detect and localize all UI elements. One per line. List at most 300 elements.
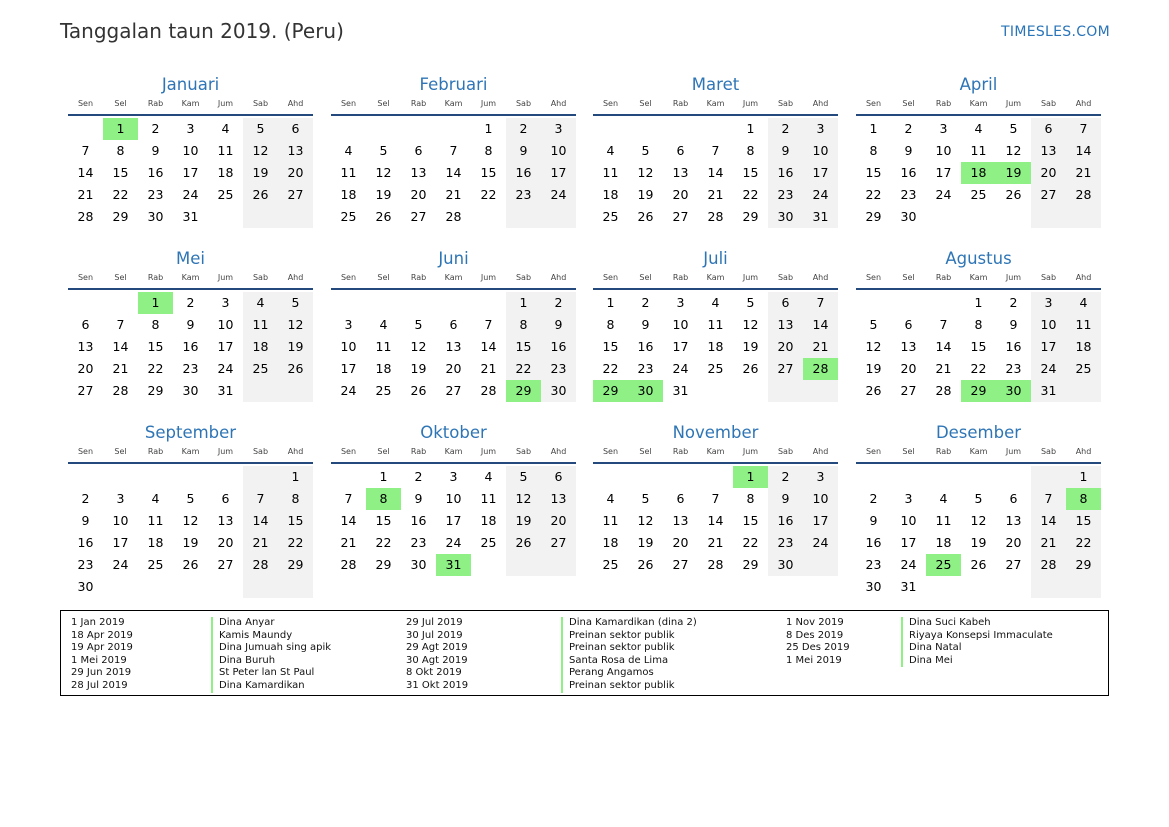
day-cell: 12	[637, 165, 654, 180]
weekday-header: Sab	[515, 273, 532, 282]
day-cell: 29	[865, 209, 882, 224]
day-cell: 9	[519, 143, 528, 158]
day-cell: 31	[1040, 383, 1057, 398]
day-cell: 12	[182, 513, 199, 528]
day-cell: 30	[410, 557, 427, 572]
weekday-header: Kam	[444, 447, 463, 456]
legend-date: 28 Jul 2019	[71, 679, 128, 691]
day-cell: 20	[1005, 535, 1022, 550]
day-cell: 28	[77, 209, 94, 224]
weekday-header: Sel	[639, 447, 652, 456]
day-cell: 1	[519, 295, 528, 310]
day-cell: 11	[480, 491, 497, 506]
day-cell: 11	[935, 513, 952, 528]
day-cell: 14	[707, 513, 724, 528]
day-cell: 16	[777, 165, 794, 180]
day-cell: 24	[445, 535, 462, 550]
day-cell: 17	[182, 165, 199, 180]
day-cell: 20	[445, 361, 462, 376]
day-cell: 3	[186, 121, 195, 136]
brand-link[interactable]: TIMESLES.COM	[1001, 24, 1110, 40]
holiday-day-cell: 18	[961, 162, 996, 184]
day-cell: 1	[1079, 469, 1088, 484]
month-name: Juli	[703, 249, 728, 268]
weekday-header: Sab	[777, 273, 794, 282]
legend-holiday-name: St Peter lan St Paul	[219, 667, 315, 679]
weekday-header: Jum	[480, 99, 497, 108]
day-cell: 13	[1005, 513, 1022, 528]
day-cell: 9	[781, 491, 790, 506]
day-cell: 2	[519, 121, 528, 136]
day-cell: 22	[375, 535, 392, 550]
legend-date: 31 Okt 2019	[406, 679, 469, 691]
weekday-header: Rab	[672, 273, 689, 282]
day-cell: 11	[252, 317, 269, 332]
day-cell: 12	[742, 317, 759, 332]
day-cell: 22	[865, 187, 882, 202]
day-cell: 25	[602, 557, 619, 572]
day-cell: 9	[904, 143, 913, 158]
day-cell: 23	[865, 557, 882, 572]
weekday-header: Ahd	[1075, 99, 1092, 108]
day-cell: 8	[869, 143, 878, 158]
legend-date: 29 Jun 2019	[71, 667, 132, 679]
day-cell: 3	[221, 295, 230, 310]
day-cell: 14	[1075, 143, 1092, 158]
day-cell: 26	[375, 209, 392, 224]
legend-holiday-name: Kamis Maundy	[219, 629, 293, 641]
day-cell: 29	[287, 557, 304, 572]
month-name: Mei	[176, 249, 205, 268]
legend-holiday-name: Preinan sektor publik	[569, 642, 675, 654]
day-cell: 30	[550, 383, 567, 398]
day-cell: 19	[252, 165, 269, 180]
day-cell: 17	[935, 165, 952, 180]
day-cell: 9	[781, 143, 790, 158]
day-cell: 16	[865, 535, 882, 550]
day-cell: 23	[147, 187, 164, 202]
day-cell: 4	[484, 469, 493, 484]
day-cell: 15	[515, 339, 532, 354]
weekday-header: Sel	[377, 273, 390, 282]
day-cell: 4	[974, 121, 983, 136]
day-cell: 29	[112, 209, 129, 224]
weekday-header: Kam	[706, 273, 725, 282]
day-cell: 3	[554, 121, 563, 136]
day-cell: 24	[182, 187, 199, 202]
day-cell: 18	[147, 535, 164, 550]
holiday-day-cell: 1	[103, 118, 138, 140]
day-cell: 21	[1075, 165, 1092, 180]
weekday-header: Rab	[410, 273, 427, 282]
day-cell: 9	[1009, 317, 1018, 332]
day-cell: 29	[375, 557, 392, 572]
day-cell: 9	[414, 491, 423, 506]
day-cell: 18	[707, 339, 724, 354]
weekday-header: Sab	[777, 447, 794, 456]
day-cell: 7	[344, 491, 353, 506]
day-cell: 3	[344, 317, 353, 332]
day-cell: 24	[112, 557, 129, 572]
day-cell: 14	[252, 513, 269, 528]
weekday-header: Sab	[1040, 273, 1057, 282]
day-cell: 17	[340, 361, 357, 376]
day-cell: 7	[939, 317, 948, 332]
day-cell: 5	[1009, 121, 1018, 136]
weekday-header: Sab	[1040, 99, 1057, 108]
day-cell: 12	[970, 513, 987, 528]
day-cell: 18	[602, 187, 619, 202]
day-cell: 14	[112, 339, 129, 354]
day-cell: 15	[602, 339, 619, 354]
weekday-header: Kam	[181, 447, 200, 456]
day-cell: 17	[812, 513, 829, 528]
month-name: September	[144, 423, 237, 442]
day-cell: 25	[970, 187, 987, 202]
day-cell: 12	[287, 317, 304, 332]
day-cell: 16	[1005, 339, 1022, 354]
day-cell: 10	[900, 513, 917, 528]
weekday-header: Rab	[147, 447, 164, 456]
day-cell: 9	[554, 317, 563, 332]
weekday-header: Sab	[515, 447, 532, 456]
day-cell: 17	[1040, 339, 1057, 354]
day-cell: 4	[939, 491, 948, 506]
day-cell: 29	[147, 383, 164, 398]
legend-holiday-name: Dina Suci Kabeh	[909, 617, 991, 628]
day-cell: 17	[112, 535, 129, 550]
day-cell: 10	[217, 317, 234, 332]
day-cell: 20	[217, 535, 234, 550]
day-cell: 18	[1075, 339, 1092, 354]
legend-holiday-name: Dina Mei	[909, 654, 953, 666]
day-cell: 19	[865, 361, 882, 376]
day-cell: 24	[812, 535, 829, 550]
header-rule	[856, 462, 1101, 464]
header-rule	[331, 462, 576, 464]
legend-holiday-name: Preinan sektor publik	[569, 629, 675, 641]
day-cell: 12	[410, 339, 427, 354]
weekday-header: Ahd	[812, 447, 829, 456]
day-cell: 9	[186, 317, 195, 332]
day-cell: 27	[777, 361, 794, 376]
day-cell: 30	[77, 579, 94, 594]
day-cell: 21	[112, 361, 129, 376]
weekday-header: Jum	[1005, 447, 1022, 456]
day-cell: 13	[287, 143, 304, 158]
weekday-header: Rab	[410, 99, 427, 108]
day-cell: 8	[746, 143, 755, 158]
day-cell: 11	[147, 513, 164, 528]
day-cell: 20	[672, 187, 689, 202]
weekday-header: Kam	[444, 99, 463, 108]
weekday-header: Kam	[181, 273, 200, 282]
day-cell: 15	[112, 165, 129, 180]
day-cell: 2	[641, 295, 650, 310]
day-cell: 29	[1075, 557, 1092, 572]
weekday-header: Rab	[672, 99, 689, 108]
weekday-header: Sab	[252, 99, 269, 108]
day-cell: 9	[869, 513, 878, 528]
day-cell: 1	[291, 469, 300, 484]
holiday-day-cell: 8	[1066, 488, 1101, 510]
day-cell: 1	[606, 295, 615, 310]
day-cell: 3	[676, 295, 685, 310]
legend-holiday-name: Dina Buruh	[219, 654, 276, 666]
day-cell: 6	[291, 121, 300, 136]
day-cell: 24	[812, 187, 829, 202]
day-cell: 8	[519, 317, 528, 332]
weekday-header: Sel	[114, 99, 127, 108]
page-title: Tanggalan taun 2019. (Peru)	[60, 19, 344, 43]
day-cell: 11	[602, 165, 619, 180]
day-cell: 7	[1079, 121, 1088, 136]
day-cell: 10	[182, 143, 199, 158]
day-cell: 27	[1040, 187, 1057, 202]
day-cell: 28	[252, 557, 269, 572]
weekday-header: Sab	[252, 273, 269, 282]
month-name: November	[672, 423, 759, 442]
day-cell: 4	[711, 295, 720, 310]
day-cell: 14	[340, 513, 357, 528]
legend-name-column	[569, 617, 697, 693]
day-cell: 23	[777, 187, 794, 202]
day-cell: 21	[812, 339, 829, 354]
day-cell: 23	[515, 187, 532, 202]
header-rule	[331, 288, 576, 290]
weekday-header: Sen	[340, 447, 357, 456]
weekday-header: Kam	[969, 447, 988, 456]
day-cell: 10	[812, 143, 829, 158]
day-cell: 10	[550, 143, 567, 158]
day-cell: 2	[554, 295, 563, 310]
day-cell: 22	[970, 361, 987, 376]
day-cell: 21	[445, 187, 462, 202]
day-cell: 23	[410, 535, 427, 550]
legend-name-column	[909, 617, 1053, 667]
day-cell: 10	[672, 317, 689, 332]
day-cell: 14	[1040, 513, 1057, 528]
day-cell: 2	[781, 121, 790, 136]
day-cell: 30	[865, 579, 882, 594]
day-cell: 22	[742, 535, 759, 550]
day-cell: 16	[900, 165, 917, 180]
day-cell: 20	[777, 339, 794, 354]
day-cell: 21	[935, 361, 952, 376]
weekday-header: Ahd	[1075, 447, 1092, 456]
day-cell: 15	[1075, 513, 1092, 528]
day-cell: 10	[112, 513, 129, 528]
legend-date: 18 Apr 2019	[71, 629, 133, 641]
day-cell: 1	[869, 121, 878, 136]
day-cell: 18	[375, 361, 392, 376]
day-cell: 20	[287, 165, 304, 180]
legend-date-column	[71, 617, 133, 693]
day-cell: 3	[816, 121, 825, 136]
legend-holiday-name: Dina Jumuah sing apik	[219, 642, 332, 654]
day-cell: 2	[904, 121, 913, 136]
weekday-header: Sen	[865, 447, 882, 456]
day-cell: 22	[602, 361, 619, 376]
legend-holiday-name: Dina Kamardikan	[219, 679, 305, 691]
weekday-header: Sen	[77, 99, 94, 108]
day-cell: 30	[777, 557, 794, 572]
weekday-header: Sel	[902, 99, 915, 108]
day-cell: 21	[707, 535, 724, 550]
day-cell: 7	[711, 491, 720, 506]
day-cell: 8	[116, 143, 125, 158]
day-cell: 20	[77, 361, 94, 376]
day-cell: 9	[641, 317, 650, 332]
day-cell: 6	[221, 491, 230, 506]
day-cell: 5	[256, 121, 265, 136]
legend-holiday-name: Perang Angamos	[569, 667, 654, 679]
holiday-day-cell: 31	[436, 554, 471, 576]
day-cell: 5	[869, 317, 878, 332]
day-cell: 18	[217, 165, 234, 180]
day-cell: 15	[480, 165, 497, 180]
day-cell: 23	[1005, 361, 1022, 376]
day-cell: 12	[375, 165, 392, 180]
day-cell: 20	[550, 513, 567, 528]
day-cell: 13	[77, 339, 94, 354]
day-cell: 6	[449, 317, 458, 332]
day-cell: 22	[112, 187, 129, 202]
day-cell: 26	[515, 535, 532, 550]
holiday-legend	[60, 610, 1109, 696]
day-cell: 10	[1040, 317, 1057, 332]
weekday-header: Jum	[742, 273, 759, 282]
weekday-header: Kam	[706, 99, 725, 108]
day-cell: 26	[970, 557, 987, 572]
day-cell: 28	[1040, 557, 1057, 572]
day-cell: 8	[291, 491, 300, 506]
day-cell: 16	[410, 513, 427, 528]
weekday-header: Sab	[515, 99, 532, 108]
day-cell: 5	[519, 469, 528, 484]
day-cell: 4	[221, 121, 230, 136]
day-cell: 21	[480, 361, 497, 376]
header-rule	[593, 114, 838, 116]
day-cell: 26	[637, 557, 654, 572]
day-cell: 24	[217, 361, 234, 376]
day-cell: 11	[970, 143, 987, 158]
day-cell: 27	[410, 209, 427, 224]
day-cell: 3	[939, 121, 948, 136]
day-cell: 27	[1005, 557, 1022, 572]
day-cell: 15	[742, 513, 759, 528]
legend-date: 8 Des 2019	[786, 629, 844, 641]
day-cell: 26	[742, 361, 759, 376]
day-cell: 21	[1040, 535, 1057, 550]
day-cell: 17	[672, 339, 689, 354]
day-cell: 23	[777, 535, 794, 550]
holiday-day-cell: 1	[138, 292, 173, 314]
holiday-day-cell: 19	[996, 162, 1031, 184]
weekday-header: Ahd	[1075, 273, 1092, 282]
legend-name-column	[219, 617, 331, 693]
weekday-header: Sel	[114, 273, 127, 282]
day-cell: 27	[287, 187, 304, 202]
day-cell: 14	[707, 165, 724, 180]
weekday-header: Rab	[410, 447, 427, 456]
day-cell: 15	[970, 339, 987, 354]
weekday-header: Sel	[902, 273, 915, 282]
day-cell: 19	[742, 339, 759, 354]
day-cell: 2	[81, 491, 90, 506]
day-cell: 28	[480, 383, 497, 398]
day-cell: 11	[375, 339, 392, 354]
day-cell: 25	[147, 557, 164, 572]
day-cell: 11	[1075, 317, 1092, 332]
day-cell: 5	[641, 143, 650, 158]
weekday-header: Jum	[217, 273, 234, 282]
day-cell: 24	[550, 187, 567, 202]
weekday-header: Jum	[1005, 99, 1022, 108]
day-cell: 10	[340, 339, 357, 354]
month-name: Maret	[691, 75, 740, 94]
day-cell: 6	[781, 295, 790, 310]
day-cell: 31	[812, 209, 829, 224]
day-cell: 23	[182, 361, 199, 376]
weekday-header: Sel	[639, 273, 652, 282]
day-cell: 14	[480, 339, 497, 354]
day-cell: 14	[77, 165, 94, 180]
day-cell: 25	[217, 187, 234, 202]
day-cell: 27	[77, 383, 94, 398]
day-cell: 6	[1009, 491, 1018, 506]
day-cell: 18	[340, 187, 357, 202]
day-cell: 10	[445, 491, 462, 506]
day-cell: 28	[1075, 187, 1092, 202]
holiday-day-cell: 1	[733, 466, 768, 488]
day-cell: 7	[816, 295, 825, 310]
day-cell: 15	[147, 339, 164, 354]
month-name: Juni	[438, 249, 469, 268]
day-cell: 19	[637, 535, 654, 550]
legend-holiday-bar	[561, 617, 563, 693]
weekday-header: Jum	[480, 447, 497, 456]
day-cell: 26	[252, 187, 269, 202]
day-cell: 29	[742, 557, 759, 572]
day-cell: 26	[637, 209, 654, 224]
weekday-header: Sel	[377, 447, 390, 456]
day-cell: 11	[602, 513, 619, 528]
weekday-header: Sel	[377, 99, 390, 108]
day-cell: 2	[151, 121, 160, 136]
day-cell: 22	[1075, 535, 1092, 550]
month-name: Februari	[419, 75, 488, 94]
day-cell: 14	[812, 317, 829, 332]
legend-date: 19 Apr 2019	[71, 642, 133, 654]
weekday-header: Ahd	[550, 273, 567, 282]
day-cell: 3	[816, 469, 825, 484]
weekday-header: Sab	[1040, 447, 1057, 456]
weekday-header: Ahd	[550, 99, 567, 108]
day-cell: 16	[777, 513, 794, 528]
day-cell: 7	[116, 317, 125, 332]
day-cell: 25	[707, 361, 724, 376]
day-cell: 2	[1009, 295, 1018, 310]
legend-date: 29 Agt 2019	[406, 642, 468, 654]
day-cell: 3	[449, 469, 458, 484]
header-rule	[856, 288, 1101, 290]
weekday-header: Jum	[742, 447, 759, 456]
weekday-header: Sen	[77, 273, 94, 282]
day-cell: 11	[340, 165, 357, 180]
day-cell: 24	[340, 383, 357, 398]
day-cell: 27	[900, 383, 917, 398]
